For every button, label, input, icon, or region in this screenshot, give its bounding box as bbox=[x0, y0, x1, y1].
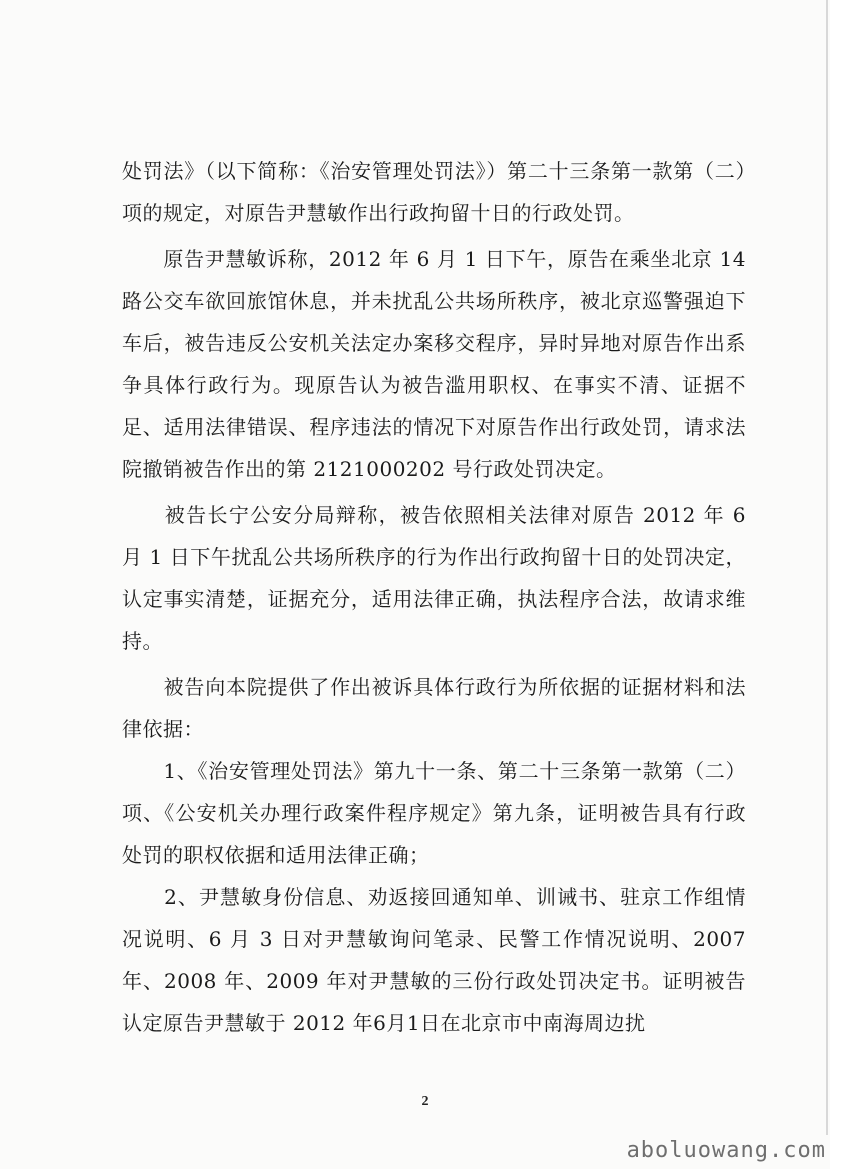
document-body bbox=[122, 150, 746, 1044]
page-edge-shadow bbox=[826, 0, 828, 1135]
paragraph-penalty-basis: 处罚法》（以下简称：《治安管理处罚法》）第二十三条第一款第（二）项的规定，对原告尹慧敏作出行政拘留十日的行政处罚。 bbox=[122, 159, 746, 225]
paragraph-plaintiff-claim: 原告尹慧敏诉称，2012 年 6 月 1 日下午，原告在乘坐北京 14 路公交车欲回旅馆休息，并未扰乱公共场所秩序，被北京巡警强迫下车后，被告违反公安机关法定办案移交程序，异时异地对原告作出系争具体行政行为。现原告认为被告滥用职权、在事实不清、证据不足、适用法律错误、程序违法的情况下对原告作出行政处罚，请求法院撤销被告作出的第 2121000202 号行政处罚决定。 bbox=[122, 247, 746, 481]
site-watermark: aboluowang.com bbox=[626, 1138, 826, 1163]
paragraph-evidence-intro: 被告向本院提供了作出被诉具体行政行为所依据的证据材料和法律依据： bbox=[122, 675, 746, 741]
paragraph-defendant-defense: 被告长宁公安分局辩称，被告依照相关法律对原告 2012 年 6 月 1 日下午扰乱公共场所秩序的行为作出行政拘留十日的处罚决定，认定事实清楚，证据充分，适用法律正确，执法程序合法，故请求维持。 bbox=[122, 503, 746, 653]
paragraph-evidence-item-1: 1、《治安管理处罚法》第九十一条、第二十三条第一款第（二）项、《公安机关办理行政案件程序规定》第九条，证明被告具有行政处罚的职权依据和适用法律正确； bbox=[122, 759, 746, 867]
paragraph-evidence-item-2: 2、尹慧敏身份信息、劝返接回通知单、训诫书、驻京工作组情况说明、6 月 3 日对尹慧敏询问笔录、民警工作情况说明、2007 年、2008 年、2009 年对尹慧敏的三份行政处罚决定书。证明被告认定原告尹慧敏于 2012 年6月1日在北京市中南海周边扰 bbox=[122, 885, 746, 1035]
page-number: 2 bbox=[421, 1094, 429, 1109]
